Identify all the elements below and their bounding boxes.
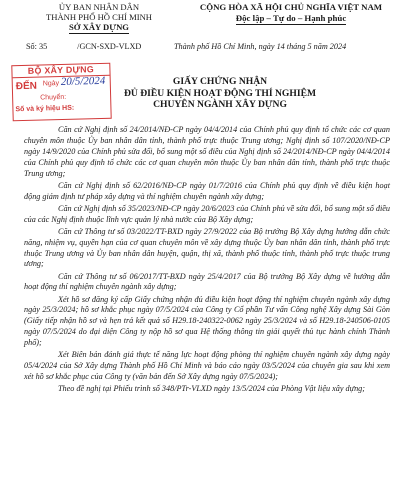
title-line-1: GIẤY CHỨNG NHẬN (172, 76, 268, 87)
paragraph: Căn cứ Thông tư số 06/2017/TT-BXD ngày 25/4/2017 của Bộ trưởng Bộ Xây dựng về hướng dẫn hoạt động thí nghiệm chuyên ngành xây dựng; (24, 271, 390, 292)
document-title (110, 76, 330, 111)
paragraph: Căn cứ Thông tư số 03/2022/TT-BXD ngày 27/9/2022 của Bộ trưởng Bộ Xây dựng hướng dẫn chức năng, nhiệm vụ, quyền hạn của cơ quan chuyên môn về xây dựng thuộc Ủy ban nhân dân tỉnh, thành phố trực thuộc Trung ương và Ủy ban nhân dân huyện, quận, thị xã, thành phố thuộc tỉnh, thành phố trực thuộc trung ương; (24, 226, 390, 269)
national-title: CỘNG HÒA XÃ HỘI CHỦ NGHĨA VIỆT NAM (199, 2, 383, 12)
title-line-3: CHUYÊN NGÀNH XÂY DỰNG (153, 99, 287, 111)
document-body (24, 125, 390, 396)
reference-label: Số: 35 (26, 42, 48, 51)
issuer-header (24, 2, 174, 34)
stamp-den: ĐẾN (15, 80, 38, 93)
paragraph: Căn cứ Nghị định số 62/2016/NĐ-CP ngày 01/7/2016 của Chính phủ quy định về điều kiện hoạt động giám định tư pháp xây dựng và thí nghiệm chuyên ngành xây dựng; (24, 180, 390, 201)
paragraph: Theo đề nghị tại Phiếu trình số 348/PTr-VLXD ngày 13/5/2024 của Phòng Vật liệu xây dựng; (58, 384, 365, 394)
paragraph: Xét Biên bản đánh giá thực tế năng lực hoạt động phòng thí nghiệm chuyên ngành xây dựng ngày 05/4/2024 của Sở Xây dựng Thành phố Hồ Chí Minh và báo cáo ngày 03/5/2024 của chuyên gia sau khi xem xét hồ sơ khắc phục của Công ty (văn bản đến Sở Xây dựng ngày 07/5/2024); (24, 350, 390, 382)
stamp-so-ky-hieu: Số và ký hiệu HS: (15, 104, 75, 114)
stamp-header: BỘ XÂY DỰNG (12, 64, 109, 79)
reference-code: /GCN-SXD-VLXD (77, 42, 142, 51)
paragraph: Căn cứ Nghị định số 24/2014/NĐ-CP ngày 04/4/2014 của Chính phủ quy định tổ chức các cơ quan chuyên môn thuộc Ủy ban nhân dân tỉnh, thành phố trực thuộc Trung ương; Nghị định số 107/2020/NĐ-CP ngày 14/9/2020 của Chính phủ sửa đổi, bổ sung một số điều của Nghị định số 24/2014/NĐ-CP ngày 04/4/2014 của Chính phủ quy định tổ chức các cơ quan chuyên môn thuộc Ủy ban nhân dân tỉnh, thành phố trực thuộc Trung ương; (24, 125, 390, 178)
stamp-chuyen: Chuyển: (40, 93, 67, 102)
reference-number (26, 42, 141, 51)
stamp-handwritten-date: 20/5/2024 (60, 74, 106, 89)
paragraph: Căn cứ Nghị định số 35/2023/NĐ-CP ngày 20/6/2023 của Chính phủ về sửa đổi, bổ sung một số điều của các Nghị định thuộc lĩnh vực quản lý nhà nước của Bộ Xây dựng; (24, 203, 390, 224)
received-stamp (11, 63, 111, 122)
title-line-2: ĐỦ ĐIỀU KIỆN HOẠT ĐỘNG THÍ NGHIỆM (123, 87, 317, 99)
national-motto: Độc lập – Tự do – Hạnh phúc (236, 13, 346, 26)
national-header (186, 2, 396, 25)
stamp-ngay: Ngày (42, 80, 60, 88)
paragraph: Xét hồ sơ đăng ký cấp Giấy chứng nhận đủ điều kiện hoạt động thí nghiệm chuyên ngành xây dựng ngày 25/3/2024; hồ sơ khắc phục ngày 07/5/2024 của Công ty Cổ phần Tư vấn Công nghệ Xây dựng Sài Gòn (Giấy tiếp nhận hồ sơ và hẹn trả kết quả số H29.18-240322-0062 ngày 25/3/2024 và số H29.18-240506-0105 ngày 07/5/2024 do đại diện Công ty nộp hồ sơ qua Hệ thống thông tin giải quyết thủ tục hành chính Thành phố); (24, 294, 390, 348)
date-line: Thành phố Hồ Chí Minh, ngày 14 tháng 5 năm 2024 (174, 42, 347, 51)
issuer-line-1: ỦY BAN NHÂN DÂN (58, 2, 140, 12)
issuer-line-3: SỞ XÂY DỰNG (69, 22, 129, 32)
issuer-line-2: THÀNH PHỐ HỒ CHÍ MINH (46, 12, 152, 22)
